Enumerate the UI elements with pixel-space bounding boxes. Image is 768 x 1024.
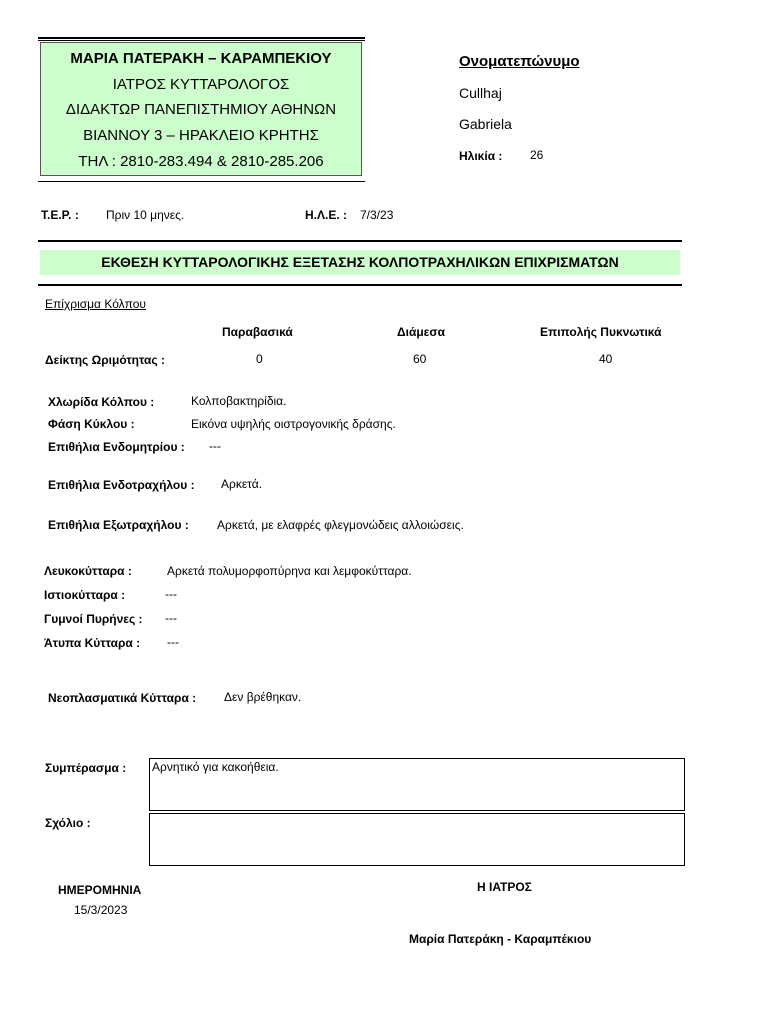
patient-surname: Cullhaj: [459, 85, 502, 101]
nuclei-value: ---: [165, 611, 177, 625]
tep-label: Τ.Ε.Ρ. :: [41, 208, 79, 222]
title-top-rule: [38, 240, 682, 242]
basal-value: 0: [256, 352, 263, 366]
comment-box: [149, 813, 685, 866]
date-value: 15/3/2023: [74, 903, 128, 917]
conclusion-label: Συμπέρασμα :: [45, 761, 127, 775]
superficial-value: 40: [599, 352, 613, 366]
atypical-value: ---: [167, 635, 179, 649]
doctor-signature-label: Η ΙΑΤΡΟΣ: [477, 880, 532, 894]
histiocytes-value: ---: [165, 587, 177, 601]
phase-value: Εικόνα υψηλής οιστρογονικής δράσης.: [191, 417, 396, 431]
ectocervical-label: Επιθήλια Εξωτραχήλου :: [48, 518, 189, 532]
patient-firstname: Gabriela: [459, 116, 512, 132]
comment-label: Σχόλιο :: [45, 816, 91, 830]
age-value: 26: [530, 148, 544, 162]
neoplastic-value: Δεν βρέθηκαν.: [224, 690, 302, 704]
doctor-signature-name: Μαρία Πατεράκη - Καραμπέκιου: [409, 932, 592, 946]
report-title: ΕΚΘΕΣΗ ΚΥΤΤΑΡΟΛΟΓΙΚΗΣ ΕΞΕΤΑΣΗΣ ΚΟΛΠΟΤΡΑΧΗΛΙΚΩΝ ΕΠΙΧΡΙΣΜΑΤΩΝ: [40, 250, 680, 275]
title-bottom-rule: [38, 284, 682, 286]
histiocytes-label: Ιστιοκύτταρα :: [44, 588, 126, 602]
patient-heading: Ονοματεπώνυμο: [459, 53, 580, 70]
endocervical-label: Επιθήλια Ενδοτραχήλου :: [48, 478, 195, 492]
col-intermediate: Διάμεσα: [397, 325, 445, 339]
header-top-rule-1: [38, 37, 365, 39]
hle-label: Η.Λ.Ε. :: [305, 208, 348, 222]
doctor-name: ΜΑΡΙΑ ΠΑΤΕΡΑΚΗ – ΚΑΡΑΜΠΕΚΙΟΥ: [70, 50, 332, 67]
col-basal: Παραβασικά: [222, 325, 293, 339]
flora-value: Κολποβακτηρίδια.: [191, 394, 287, 408]
leukocytes-value: Αρκετά πολυμορφοπύρηνα και λεμφοκύτταρα.: [167, 564, 412, 578]
smear-heading: Επίχρισμα Κόλπου: [45, 297, 146, 311]
flora-label: Χλωρίδα Κόλπου :: [48, 395, 155, 409]
hle-value: 7/3/23: [360, 208, 394, 222]
neoplastic-label: Νεοπλασματικά Κύτταρα :: [48, 691, 197, 705]
tep-value: Πριν 10 μηνες.: [106, 208, 185, 222]
leukocytes-label: Λευκοκύτταρα :: [44, 564, 132, 578]
doctor-address: ΒΙΑΝΝΟΥ 3 – ΗΡΑΚΛΕΙΟ ΚΡΗΤΗΣ: [83, 127, 319, 144]
ectocervical-value: Αρκετά, με ελαφρές φλεγμονώδεις αλλοιώσεις.: [217, 518, 464, 532]
phase-label: Φάση Κύκλου :: [48, 417, 135, 431]
doctor-specialty: ΙΑΤΡΟΣ ΚΥΤΤΑΡΟΛΟΓΟΣ: [112, 76, 290, 93]
endometrial-label: Επιθήλια Ενδομητρίου :: [48, 440, 185, 454]
doctor-header-box: [40, 42, 362, 176]
atypical-label: Άτυπα Κύτταρα :: [44, 636, 141, 650]
header-bottom-rule: [38, 181, 365, 182]
conclusion-box: Αρνητικό για κακοήθεια.: [149, 758, 685, 811]
maturation-label: Δείκτης Ωριμότητας :: [45, 353, 165, 367]
header-top-rule-2: [38, 40, 365, 41]
doctor-phone: ΤΗΛ : 2810-283.494 & 2810-285.206: [78, 153, 324, 170]
date-label: ΗΜΕΡΟΜΗΝΙΑ: [58, 883, 142, 897]
endometrial-value: ---: [209, 439, 221, 453]
doctor-degree: ΔΙΔΑΚΤΩΡ ΠΑΝΕΠΙΣΤΗΜΙΟΥ ΑΘΗΝΩΝ: [65, 101, 337, 118]
endocervical-value: Αρκετά.: [221, 477, 263, 491]
col-superficial: Επιπολής Πυκνωτικά: [540, 325, 662, 339]
intermediate-value: 60: [413, 352, 427, 366]
age-label: Ηλικία :: [459, 149, 503, 163]
nuclei-label: Γυμνοί Πυρήνες :: [44, 612, 143, 626]
